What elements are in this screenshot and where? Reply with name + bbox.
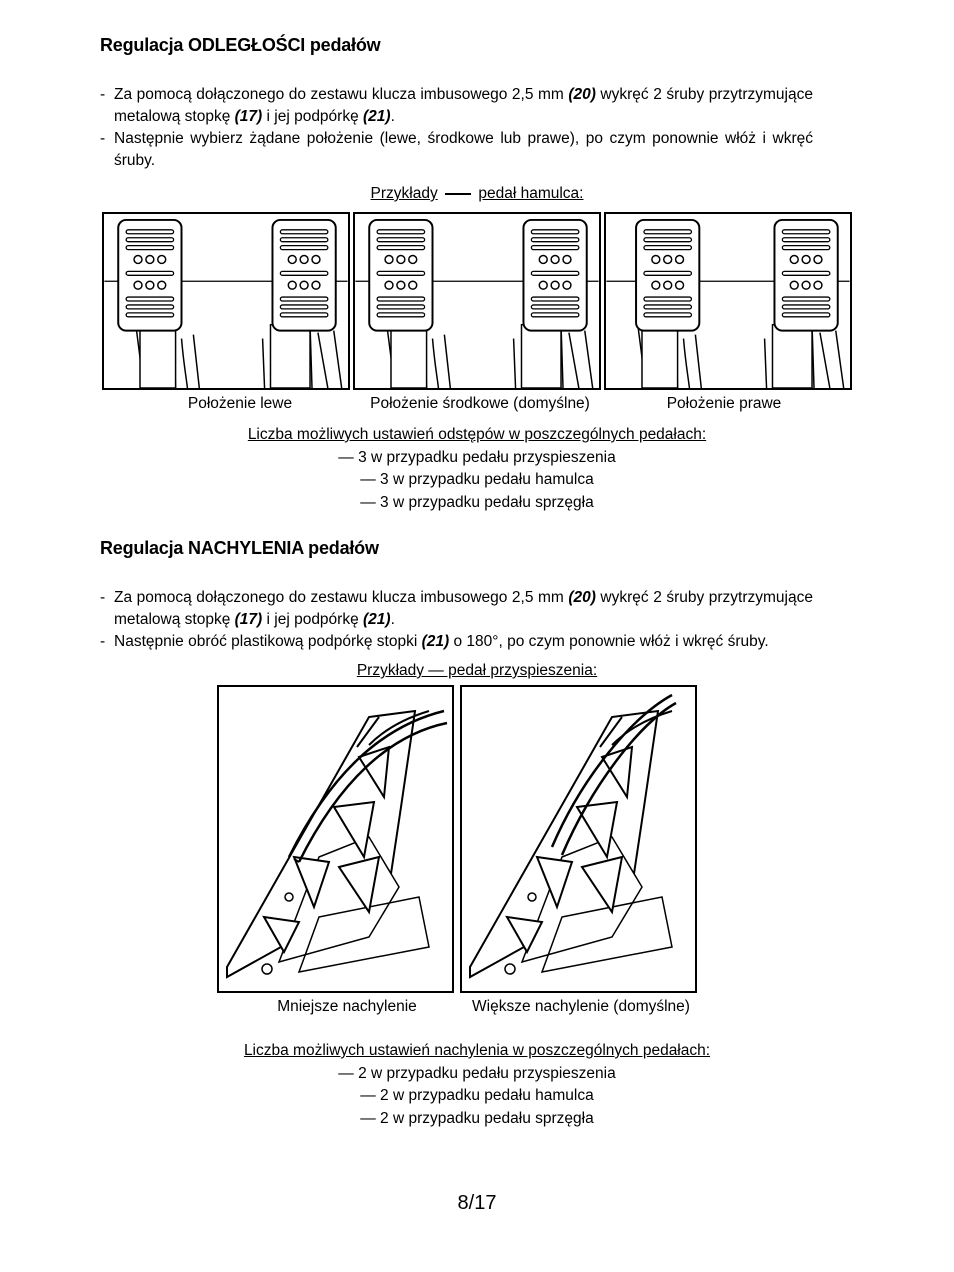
bullet-dash: -	[100, 130, 106, 147]
figure-caption: Większe nachylenie (domyślne)	[472, 998, 690, 1015]
section-heading-inclination: Regulacja NACHYLENIA pedałów	[100, 538, 379, 558]
part-ref: (17)	[234, 108, 263, 125]
settings-count-title: Liczba możliwych ustawień odstępów w poszczególnych pedałach:	[247, 426, 707, 443]
figure-caption: Położenie prawe	[666, 395, 782, 412]
figure-position-right	[604, 212, 852, 390]
page-number: 8/17	[457, 1192, 497, 1214]
dash-line	[445, 193, 471, 195]
figure-caption: Mniejsze nachylenie	[277, 998, 417, 1015]
bullet-dash: -	[100, 86, 106, 103]
pedal-illustration	[104, 214, 348, 388]
instruction-bullet	[100, 128, 813, 172]
bullet-dash: -	[100, 633, 106, 650]
figure-larger-inclination	[460, 685, 697, 993]
instruction-text: i jej podpórkę	[262, 611, 364, 628]
instruction-text: Za pomocą dołączonego do zestawu klucza imbusowego 2,5 mm	[114, 86, 569, 103]
figure-position-left	[102, 212, 350, 390]
pedal-inclination-illustration	[219, 687, 452, 991]
instruction-text: wykręć 2 śruby przytrzymujące metalową stopkę	[114, 86, 813, 125]
instruction-text: Następnie wybierz żądane położenie (lewe, środkowe lub prawe), po czym ponownie włóż i wkręć śruby.	[114, 130, 813, 169]
part-ref: (20)	[568, 589, 596, 606]
instruction-bullet	[100, 84, 813, 128]
instruction-text: .	[390, 611, 395, 628]
figure-smaller-inclination	[217, 685, 454, 993]
settings-count-item: — 2 w przypadku pedału przyspieszenia	[338, 1065, 616, 1082]
instruction-bullet	[100, 587, 813, 631]
figure-position-middle	[353, 212, 601, 390]
examples-title-part: Przykłady	[370, 185, 438, 202]
settings-count-item: — 3 w przypadku pedału hamulca	[360, 471, 594, 488]
pedal-illustration	[355, 214, 599, 388]
settings-count-item: — 3 w przypadku pedału sprzęgła	[360, 494, 594, 511]
figure-caption: Położenie lewe	[187, 395, 293, 412]
pedal-inclination-illustration	[462, 687, 695, 991]
instruction-text: o 180°, po czym ponownie włóż i wkręć śruby.	[449, 633, 769, 650]
part-ref: (21)	[421, 633, 450, 650]
settings-count-item: — 2 w przypadku pedału hamulca	[360, 1087, 594, 1104]
part-ref: (17)	[234, 611, 263, 628]
part-ref: (20)	[568, 86, 596, 103]
part-ref: (21)	[363, 611, 391, 628]
bullet-dash: -	[100, 589, 106, 606]
instruction-text: i jej podpórkę	[262, 108, 364, 125]
instruction-text: wykręć 2 śruby przytrzymujące metalową stopkę	[114, 589, 813, 628]
figure-caption: Położenie środkowe (domyślne)	[370, 395, 590, 412]
examples-title: Przykłady — pedał przyspieszenia:	[356, 662, 598, 679]
settings-count-title: Liczba możliwych ustawień nachylenia w poszczególnych pedałach:	[243, 1042, 711, 1059]
examples-title-part: pedał hamulca:	[478, 185, 584, 202]
instruction-text: .	[390, 108, 395, 125]
instruction-bullet	[100, 631, 813, 653]
part-ref: (21)	[363, 108, 391, 125]
pedal-illustration	[606, 214, 850, 388]
settings-count-item: — 3 w przypadku pedału przyspieszenia	[338, 449, 616, 466]
section-heading-distance: Regulacja ODLEGŁOŚCI pedałów	[100, 35, 381, 55]
settings-count-item: — 2 w przypadku pedału sprzęgła	[360, 1110, 594, 1127]
instruction-text: Następnie obróć plastikową podpórkę stopki	[114, 633, 422, 650]
examples-title	[0, 185, 954, 203]
instruction-text: Za pomocą dołączonego do zestawu klucza imbusowego 2,5 mm	[114, 589, 569, 606]
